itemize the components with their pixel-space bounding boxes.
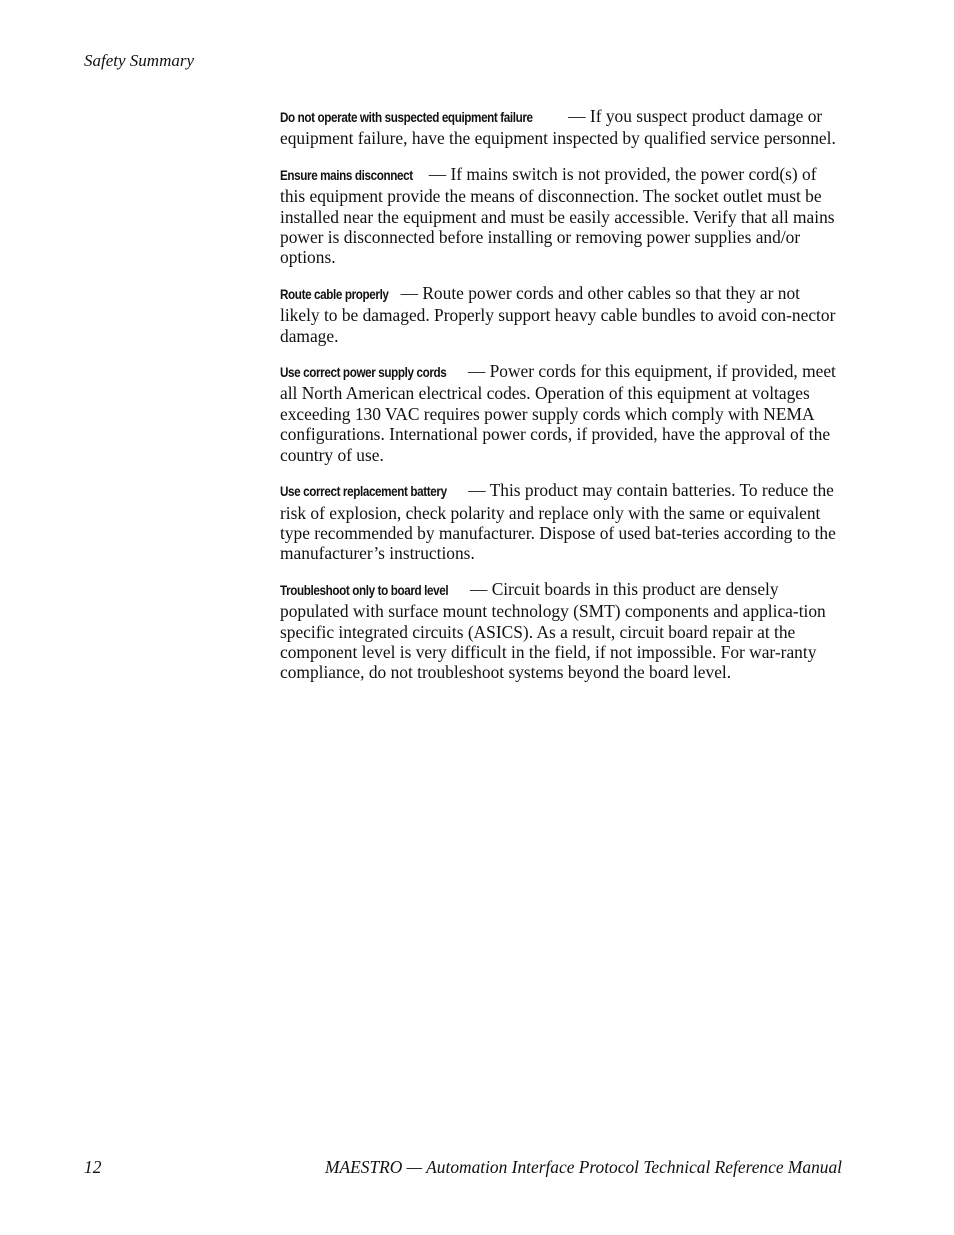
safety-paragraph	[280, 106, 842, 149]
paragraph-text: This product may contain batteries. To reduce the risk of explosion, check polarity and replace only with the same or equivalent type recommended by manufacturer. Dispose of used bat-teries according to the manufacturer’s instructions.	[280, 480, 836, 564]
paragraph-text: Route power cords and other cables so that they ar not likely to be damaged. Properly support heavy cable bundles to avoid con-nector damage.	[280, 282, 836, 346]
paragraph-lead: Do not operate with suspected equipment failure	[280, 110, 533, 125]
em-dash: —	[568, 106, 586, 126]
paragraph-lead: Use correct power supply cords	[280, 365, 447, 381]
safety-paragraph	[280, 164, 842, 268]
safety-paragraph	[280, 283, 842, 346]
paragraph-lead: Use correct replacement battery	[280, 484, 447, 500]
page-number: 12	[84, 1157, 102, 1177]
em-dash: —	[400, 282, 418, 303]
running-header: Safety Summary	[84, 51, 195, 70]
paragraph-text: If mains switch is not provided, the power cord(s) of this equipment provide the means of disconnection. The socket outlet must be installed near the equipment and must be easily accessible. Verify that all mains power is disconnected before installing or removing power supplies and/or options.	[280, 163, 835, 268]
em-dash: —	[428, 163, 447, 184]
paragraph-text: If you suspect product damage or equipment failure, have the equipment inspected by qualified service personnel.	[280, 106, 836, 149]
safety-paragraph	[280, 361, 842, 465]
em-dash: —	[468, 480, 486, 501]
safety-content	[280, 106, 842, 698]
paragraph-text: Power cords for this equipment, if provided, meet all North American electrical codes. Operation of this equipment at voltages exceeding 130 VAC requires power supply cords which comply with NEMA configurations. International power cords, if provided, have the approval of the country of use.	[280, 361, 836, 465]
em-dash: —	[467, 361, 486, 382]
manual-title: MAESTRO — Automation Interface Protocol Technical Reference Manual	[325, 1157, 842, 1177]
paragraph-lead: Ensure mains disconnect	[280, 167, 413, 183]
paragraph-lead: Troubleshoot only to board level	[280, 582, 449, 598]
paragraph-lead: Route cable properly	[280, 286, 389, 302]
em-dash: —	[469, 578, 488, 599]
safety-paragraph	[280, 579, 842, 683]
paragraph-text: Circuit boards in this product are densely populated with surface mount technology (SMT) components and applica-tion specific integrated circuits (ASICS). As a result, circuit board repair at the component level is very difficult in the field, if not impossible. For war-ranty compliance, do not troubleshoot systems beyond the board level.	[280, 578, 826, 683]
safety-paragraph	[280, 480, 842, 564]
